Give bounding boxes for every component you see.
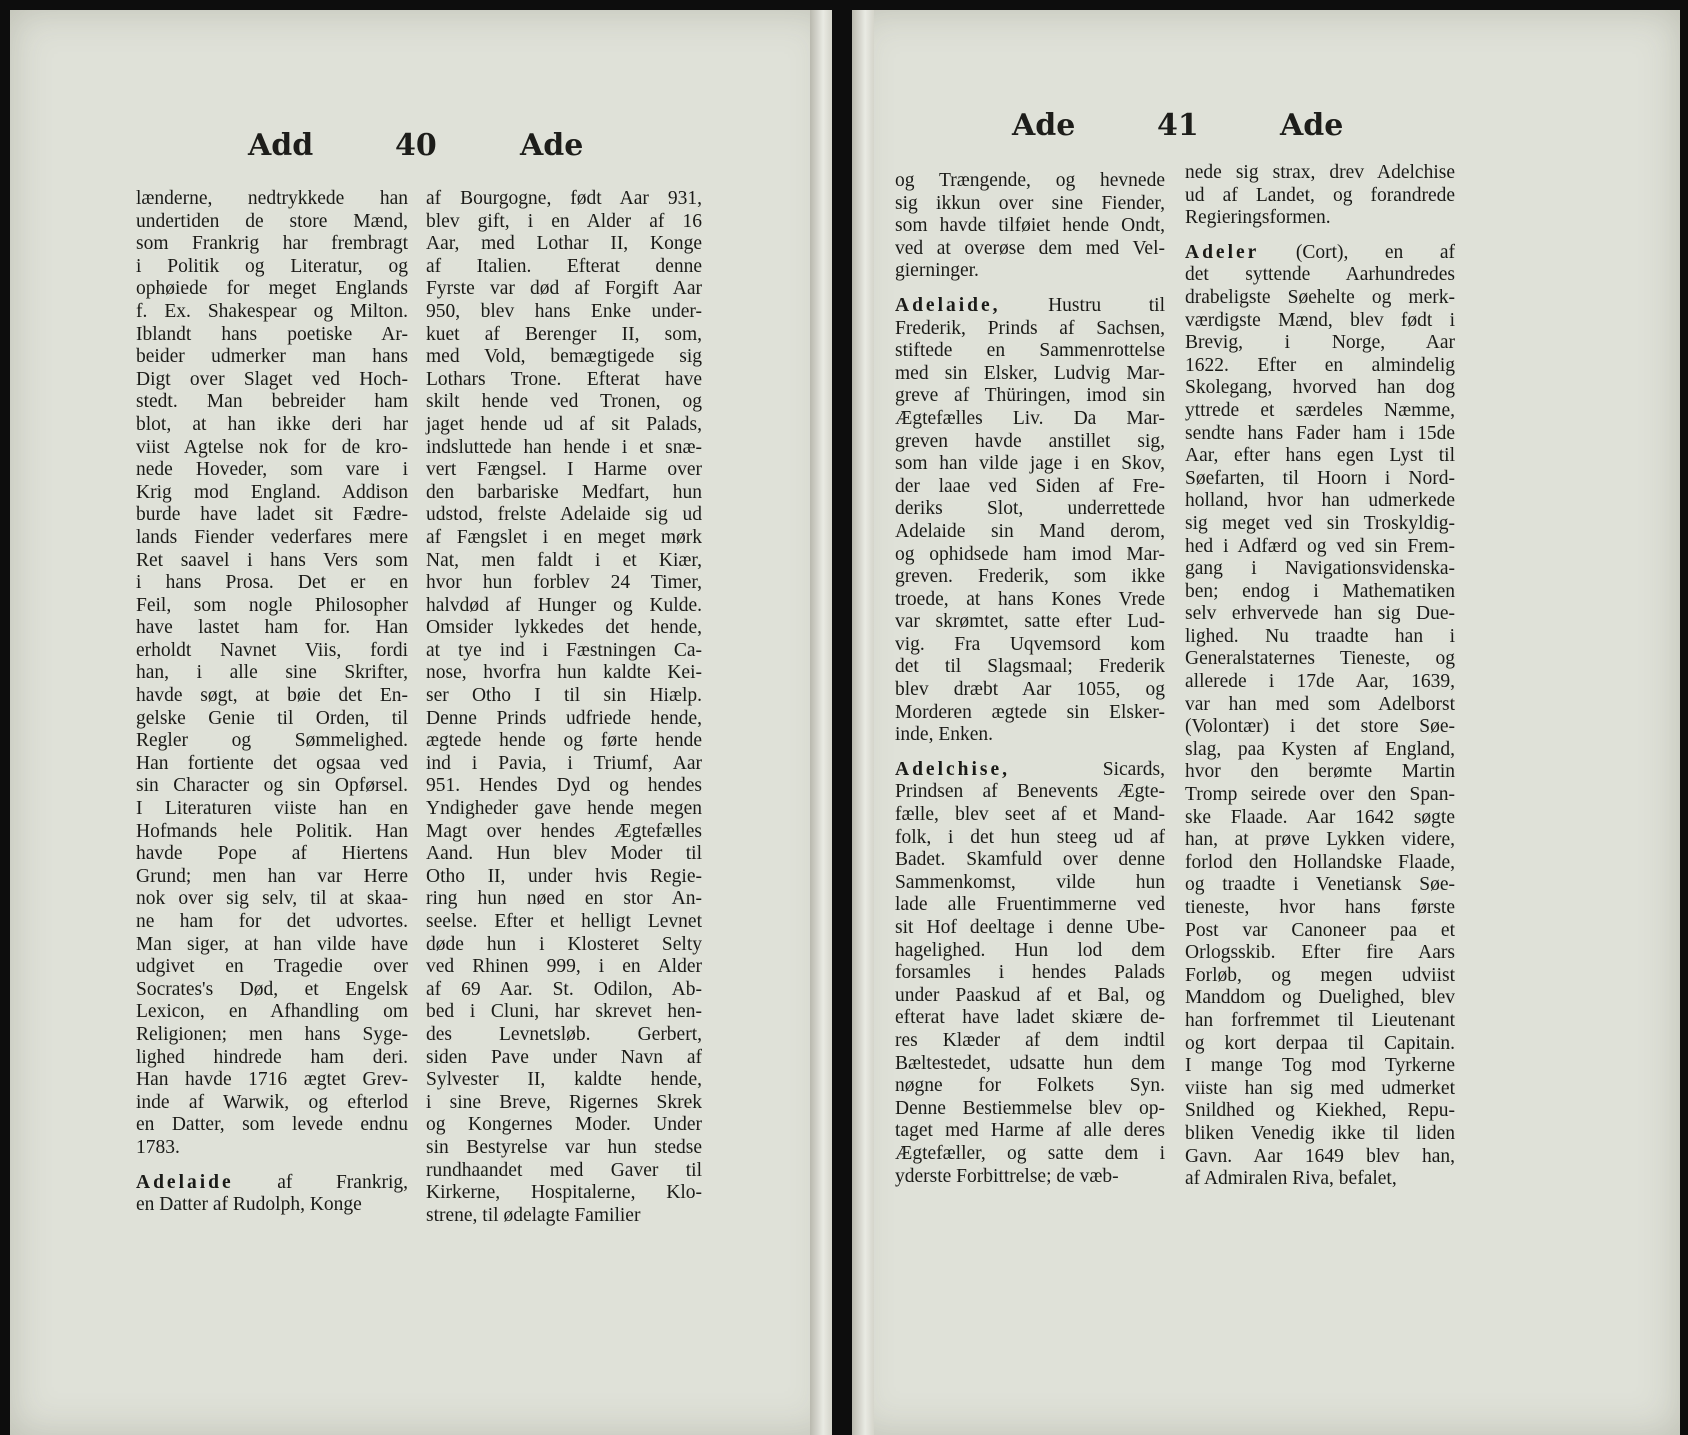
text-line: vert Fængsel. I Harme over [426, 459, 702, 481]
text-line: burde have ladet sit Fædre- [136, 504, 408, 526]
text-line: Fyrste var død af Forgift Aar [426, 278, 702, 300]
left-running-head [10, 128, 832, 168]
text-line: i Politik og Literatur, og [136, 255, 408, 277]
text-line: stiftede en Sammenrottelse [895, 340, 1165, 362]
text-line: ophøiede for meget Englands [136, 278, 408, 300]
text-line: sin Bestyrelse var hun stedse [426, 1136, 702, 1158]
text-line: vig. Fra Uqvemsord kom [895, 633, 1165, 655]
left-page [10, 10, 832, 1435]
headword: Adelaide, [895, 294, 1001, 316]
text-line: ring hun nøed en stor An- [426, 888, 702, 910]
text-line: yttrede et særdeles Næmme, [1185, 399, 1455, 421]
text-line: ved at overøse dem med Vel- [895, 237, 1165, 259]
adelchise-entry-end [1185, 162, 1455, 230]
text-line: Lexicon, en Afhandling om [136, 1001, 408, 1023]
text-line: Adelchise, Sicards, [895, 758, 1165, 780]
text-line: Manddom og Duelighed, blev [1185, 987, 1455, 1009]
left-page-gutter [810, 10, 832, 1435]
text-line: og ophidsede ham imod Mar- [895, 543, 1165, 565]
text-line: Hofmands hele Politik. Han [136, 820, 408, 842]
text-line: Snildhed og Kiekhed, Repu- [1185, 1100, 1455, 1122]
text-line: den barbariske Medfart, hun [426, 481, 702, 503]
text-line: lands Fiender vederfares mere [136, 526, 408, 548]
text-line: skilt hende ved Tronen, og [426, 391, 702, 413]
right-page [852, 10, 1680, 1435]
text-line: halvdød af Hunger og Kulde. [426, 594, 702, 616]
text-line: Han fortiente det ogsaa ved [136, 752, 408, 774]
text-line: 951. Hendes Dyd og hendes [426, 775, 702, 797]
text-line: ben; endog i Mathematiken [1185, 580, 1455, 602]
text-line: i hans Prosa. Det er en [136, 572, 408, 594]
text-line: havde Pope af Hiertens [136, 843, 408, 865]
left-column-2 [426, 188, 702, 1227]
adeler-cort-entry [1185, 242, 1455, 1191]
text-line: strene, til ødelagte Familier [426, 1204, 641, 1226]
text-line: der laae ved Siden af Fre- [895, 475, 1165, 497]
text-line: som Frankrig har frembragt [136, 233, 408, 255]
text-line: ser Otho I til sin Hiælp. [426, 685, 702, 707]
text-line: lighed hindrede ham deri. [136, 1046, 408, 1068]
text-line: af Italien. Efterat denne [426, 255, 702, 277]
text-line: Otho II, under hvis Regie- [426, 865, 702, 887]
text-line: Orlogsskib. Efter fire Aars [1185, 942, 1455, 964]
text-line: viist Agtelse nok for de kro- [136, 436, 408, 458]
text-line: bliken Venedig ikke til liden [1185, 1122, 1455, 1144]
text-line: af Fængslet i en meget mørk [426, 526, 702, 548]
text-line: Regler og Sømmelighed. [136, 730, 408, 752]
text-line: nøgne for Folkets Syn. [895, 1075, 1165, 1097]
text-line: Digt over Slaget ved Hoch- [136, 368, 408, 390]
text-line: og kort derpaa til Capitain. [1185, 1032, 1455, 1054]
text-line: Yndigheder gave hende megen [426, 798, 702, 820]
text-line: Bæltestedet, udsatte hun dem [895, 1052, 1165, 1074]
text-line: med Vold, bemægtigede sig [426, 346, 702, 368]
text-line: Forløb, og megen udviist [1185, 964, 1455, 986]
text-line: greven havde anstillet sig, [895, 430, 1165, 452]
text-line: ved Rhinen 999, i en Alder [426, 956, 702, 978]
text-line: bed i Cluni, har skrevet hen- [426, 1001, 702, 1023]
text-line: sendte hans Fader ham i 15de [1185, 422, 1455, 444]
text-line: drabeligste Søehelte og merk- [1185, 286, 1455, 308]
text-line: en Datter af Rudolph, Konge [136, 1194, 362, 1216]
text-line: udstod, frelste Adelaide sig ud [426, 504, 702, 526]
text-line: undertiden de store Mænd, [136, 210, 408, 232]
text-line: Omsider lykkedes det hende, [426, 617, 702, 639]
text-line: udgivet en Tragedie over [136, 956, 408, 978]
text-line: Aar, med Lothar II, Konge [426, 233, 702, 255]
text-line: af Bourgogne, født Aar 931, [426, 188, 702, 209]
text-line: allerede i 17de Aar, 1639, [1185, 671, 1455, 693]
text-line: 1783. [136, 1136, 180, 1158]
text-line: Prindsen af Benevents Ægte- [895, 781, 1165, 803]
text-line: ud af Landet, og forandrede [1185, 184, 1455, 206]
text-line: beider udmerker man hans [136, 346, 408, 368]
text-line: gelske Genie til Orden, til [136, 707, 408, 729]
text-line: Post var Canoneer paa et [1185, 919, 1455, 941]
text-line: Sylvester II, kaldte hende, [426, 1069, 702, 1091]
text-line: siden Pave under Navn af [426, 1046, 702, 1068]
text-line: af Admiralen Riva, befalet, [1185, 1168, 1397, 1190]
text-line: som havde tilføiet hende Ondt, [895, 215, 1165, 237]
text-line: Ægtefæller, og satte dem i [895, 1142, 1165, 1164]
text-line: hvor den berømte Martin [1185, 761, 1455, 783]
text-line: under Paaskud af et Bal, og [895, 984, 1165, 1006]
text-line: Søefarten, til Hoorn i Nord- [1185, 467, 1455, 489]
text-line: viiste han sig med udmerket [1185, 1077, 1455, 1099]
adelaide-af-frankrig-entry [136, 1172, 408, 1217]
text-line: Kirkerne, Hospitalerne, Klo- [426, 1182, 702, 1204]
text-line: troede, at hans Kones Vrede [895, 588, 1165, 610]
adelaide-entry-end [895, 170, 1165, 283]
text-line: en Datter, som levede endnu [136, 1114, 408, 1136]
text-line: Ret saavel i hans Vers som [136, 549, 408, 571]
text-line: stedt. Man bebreider ham [136, 391, 408, 413]
text-line: nose, hvorfra hun kaldte Kei- [426, 662, 702, 684]
text-line: deriks Slot, underrettede [895, 498, 1165, 520]
text-line: erholdt Navnet Viis, fordi [136, 639, 408, 661]
text-line: af 69 Aar. St. Odilon, Ab- [426, 978, 702, 1000]
right-running-head [852, 108, 1680, 148]
text-line: rundhaandet med Gaver til [426, 1159, 702, 1181]
headword: Adelaide [136, 1171, 234, 1193]
text-line: lighed. Nu traadte han i [1185, 625, 1455, 647]
text-line: yderste Forbittrelse; de væb- [895, 1165, 1119, 1187]
text-line: ne ham for det udvortes. [136, 911, 408, 932]
text-line: fælle, blev seet af et Mand- [895, 804, 1165, 826]
text-line: Badet. Skamfuld over denne [895, 849, 1165, 871]
text-line: nok over sig selv, til at skaa- [136, 888, 408, 910]
text-line: ind i Pavia, i Triumf, Aar [426, 752, 702, 774]
text-line: Ægtefælles Liv. Da Mar- [895, 407, 1165, 429]
text-line: blev dræbt Aar 1055, og [895, 679, 1165, 701]
text-line: jaget hende ud af sit Palads, [426, 413, 702, 435]
text-line: Socrates's Død, et Engelsk [136, 978, 408, 1000]
text-line: greven. Frederik, som ikke [895, 566, 1165, 588]
text-line: gierninger. [895, 260, 979, 282]
text-line: at tye ind i Fæstningen Ca- [426, 639, 702, 661]
text-line: det til Slagsmaal; Frederik [895, 656, 1165, 678]
text-line: tieneste, hvor hans første [1185, 897, 1455, 918]
text-line: des Levnetsløb. Gerbert, [426, 1023, 702, 1045]
text-line: Magt over hendes Ægtefælles [426, 820, 702, 842]
text-line: og Kongernes Moder. Under [426, 1114, 702, 1136]
text-line: indsluttede han hende i et snæ- [426, 436, 702, 458]
text-line: ægtede hende og førte hende [426, 730, 702, 752]
headword: Adeler [1185, 241, 1260, 263]
text-line: I Literaturen viiste han en [136, 798, 408, 820]
text-line: Denne Prinds udfriede hende, [426, 707, 702, 729]
text-line: res Klæder af dem indtil [895, 1029, 1165, 1051]
left-column-1 [136, 188, 408, 1217]
text-line: Religionen; men hans Syge- [136, 1023, 408, 1045]
text-line: han forfremmet til Lieutenant [1185, 1009, 1455, 1031]
text-line: sig meget ved sin Troskyldig- [1185, 512, 1455, 534]
left-page-number: 40 [395, 128, 437, 163]
text-line: hed i Adfærd og ved sin Frem- [1185, 535, 1455, 557]
right-head-catchword-left: Ade [1012, 108, 1076, 143]
right-column-2 [1185, 162, 1455, 1191]
text-line: han, i alle sine Skrifter, [136, 662, 408, 684]
text-line: og Trængende, og hevnede [895, 170, 1165, 191]
text-line: have lastet ham for. Han [136, 617, 408, 639]
addison-entry-continuation [136, 188, 408, 1160]
left-head-catchword-left: Add [248, 128, 314, 163]
right-page-gutter [852, 10, 874, 1435]
text-line: Adelaide af Frankrig, [136, 1171, 408, 1193]
text-line: I mange Tog mod Tyrkerne [1185, 1055, 1455, 1077]
text-line: lænderne, nedtrykkede han [136, 188, 408, 209]
text-line: Krig mod England. Addison [136, 481, 408, 503]
text-line: var han med som Adelborst [1185, 693, 1455, 715]
text-line: Frederik, Prinds af Sachsen, [895, 317, 1165, 339]
adelaide-hustru-entry [895, 295, 1165, 747]
text-line: Lothars Trone. Efterat have [426, 368, 702, 390]
text-line: 1622. Efter en almindelig [1185, 354, 1455, 376]
text-line: og traadte i Venetiansk Søe- [1185, 874, 1455, 896]
text-line: Aand. Hun blev Moder til [426, 843, 702, 865]
text-line: inde af Warwik, og efterlod [136, 1091, 408, 1113]
text-line: slag, paa Kysten af England, [1185, 738, 1455, 760]
text-line: Iblandt hans poetiske Ar- [136, 323, 408, 345]
adelaide-entry-continuation [426, 188, 702, 1227]
text-line: Sammenkomst, vilde hun [895, 871, 1165, 893]
text-line: nede Hoveder, som vare i [136, 459, 408, 481]
text-line: holland, hvor han udmerkede [1185, 490, 1455, 512]
text-line: efterat have ladet skiære de- [895, 1007, 1165, 1029]
text-line: forlod den Hollandske Flaade, [1185, 851, 1455, 873]
text-line: Adelaide sin Mand derom, [895, 520, 1165, 542]
text-line: Denne Bestiemmelse blev op- [895, 1097, 1165, 1119]
text-line: selv erhvervede han sig Due- [1185, 603, 1455, 625]
text-line: Grund; men han var Herre [136, 865, 408, 887]
text-line: sig ikkun over sine Fiender, [895, 192, 1165, 214]
text-line: Adelaide, Hustru til [895, 294, 1165, 316]
text-line: Adeler (Cort), en af [1185, 241, 1455, 263]
text-line: Nat, men faldt i et Kiær, [426, 549, 702, 571]
text-line: (Volontær) i det store Søe- [1185, 716, 1455, 738]
text-line: taget med Harme af alle deres [895, 1120, 1165, 1142]
text-line: hagelighed. Hun lod dem [895, 939, 1165, 961]
text-line: seelse. Efter et helligt Levnet [426, 911, 702, 932]
headword: Adelchise, [895, 758, 1011, 780]
text-line: sit Hof deeltage i denne Ube- [895, 917, 1165, 938]
text-line: Tromp seirede over den Span- [1185, 784, 1455, 806]
text-line: hvor hun forblev 24 Timer, [426, 572, 702, 594]
text-line: kuet af Berenger II, som, [426, 323, 702, 345]
text-line: han, at prøve Lykken videre, [1185, 829, 1455, 851]
text-line: Han havde 1716 ægtet Grev- [136, 1069, 408, 1091]
text-line: Feil, som nogle Philosopher [136, 594, 408, 616]
text-line: Aar, efter hans egen Lyst til [1185, 445, 1455, 467]
right-page-number: 41 [1157, 108, 1199, 143]
text-line: ske Flaade. Aar 1642 søgte [1185, 806, 1455, 828]
text-line: Morderen ægtede sin Elsker- [895, 701, 1165, 723]
text-line: Brevig, i Norge, Aar [1185, 332, 1455, 354]
right-head-catchword-right: Ade [1280, 108, 1344, 143]
right-column-1 [895, 170, 1165, 1188]
text-line: 950, blev hans Enke under- [426, 300, 702, 322]
text-line: Regieringsformen. [1185, 207, 1331, 229]
text-line: blev gift, i en Alder af 16 [426, 210, 702, 232]
text-line: værdigste Mænd, blev født i [1185, 309, 1455, 331]
text-line: nede sig strax, drev Adelchise [1185, 162, 1455, 183]
text-line: Gavn. Aar 1649 blev han, [1185, 1145, 1455, 1167]
text-line: blot, at han ikke deri har [136, 413, 408, 435]
text-line: forsamles i hendes Palads [895, 962, 1165, 984]
text-line: sin Character og sin Opførsel. [136, 775, 408, 797]
text-line: i sine Breve, Rigernes Skrek [426, 1091, 702, 1113]
text-line: Generalstaternes Tieneste, og [1185, 648, 1455, 670]
text-line: greve af Thüringen, imod sin [895, 385, 1165, 407]
text-line: med sin Elsker, Ludvig Mar- [895, 362, 1165, 384]
text-line: Skolegang, hvorved han dog [1185, 377, 1455, 399]
adelchise-entry [895, 759, 1165, 1188]
text-line: som han vilde jage i en Skov, [895, 453, 1165, 475]
text-line: døde hun i Klosteret Selty [426, 933, 702, 955]
text-line: f. Ex. Shakespear og Milton. [136, 300, 408, 322]
text-line: havde søgt, at bøie det En- [136, 685, 408, 707]
text-line: folk, i det hun steeg ud af [895, 826, 1165, 848]
text-line: lade alle Fruentimmerne ved [895, 894, 1165, 916]
text-line: det syttende Aarhundredes [1185, 264, 1455, 286]
text-line: Man siger, at han vilde have [136, 933, 408, 955]
text-line: inde, Enken. [895, 724, 994, 746]
text-line: var skrømtet, satte efter Lud- [895, 611, 1165, 633]
left-head-catchword-right: Ade [520, 128, 584, 163]
text-line: gang i Navigationsvidenska- [1185, 558, 1455, 580]
